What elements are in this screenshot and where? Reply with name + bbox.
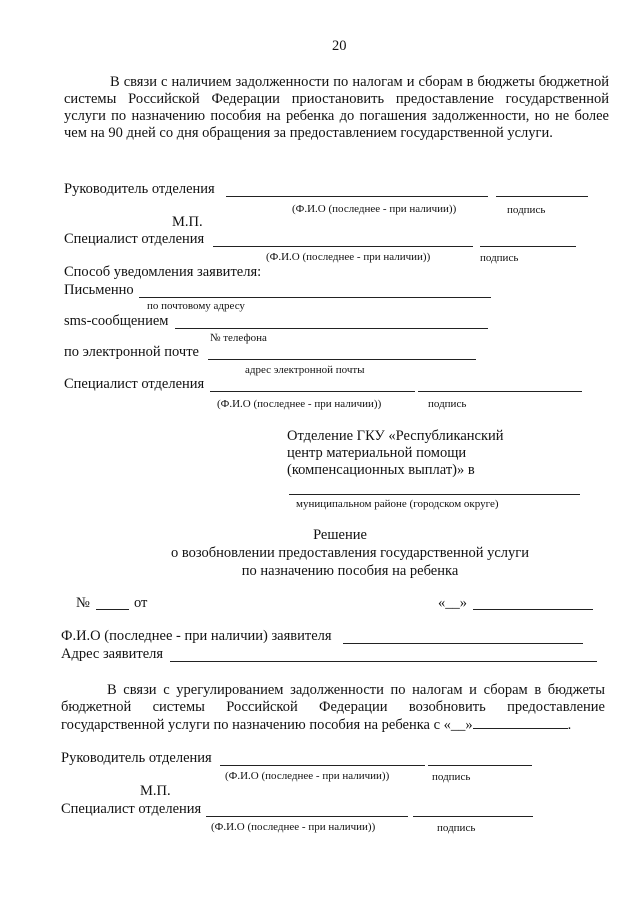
specialist-sign-line[interactable] <box>480 246 576 247</box>
recipient-line-3: (компенсационных выплат)» в <box>287 462 475 478</box>
email-line[interactable] <box>208 359 476 360</box>
notify-label: Способ уведомления заявителя: <box>64 264 262 280</box>
applicant-address-label: Адрес заявителя <box>61 646 164 662</box>
head-fio-line[interactable] <box>226 196 488 197</box>
applicant-address-line[interactable] <box>170 661 597 662</box>
specialist-label-3: Специалист отделения <box>61 801 202 817</box>
recipient-line-1: Отделение ГКУ «Республиканский <box>287 428 504 444</box>
number-label: № <box>76 595 90 611</box>
specialist-fio-line[interactable] <box>213 246 473 247</box>
specialist-fio-caption: (Ф.И.О (последнее - при наличии)) <box>266 251 431 263</box>
head-fio-caption: (Ф.И.О (последнее - при наличии)) <box>292 203 457 215</box>
resumption-paragraph: В связи с урегулированием задолженности по налогам и сборам в бюджеты бюджетной системы Российской Федерации возобновить предоставление государственной услуги по назначению пособия на ребенка с «__» . <box>61 682 605 733</box>
specialist-2-fio-caption: (Ф.И.О (последнее - при наличии)) <box>217 398 382 410</box>
recipient-line-2: центр материальной помощи <box>287 445 467 461</box>
written-label: Письменно <box>64 282 134 298</box>
email-label: по электронной почте <box>64 344 199 360</box>
head-label: Руководитель отделения <box>64 181 215 197</box>
number-line[interactable] <box>96 609 129 610</box>
head-2-sign-caption: подпись <box>432 771 471 783</box>
specialist-3-sign-caption: подпись <box>437 822 476 834</box>
applicant-fio-label: Ф.И.О (последнее - при наличии) заявителя <box>61 628 332 644</box>
specialist-3-fio-line[interactable] <box>206 816 408 817</box>
specialist-3-sign-line[interactable] <box>413 816 533 817</box>
municipality-caption: муниципальном районе (городском округе) <box>296 498 499 510</box>
resumption-date-line[interactable] <box>473 716 568 729</box>
head-label-2: Руководитель отделения <box>61 750 212 766</box>
decision-title: Решение <box>313 527 367 543</box>
phone-caption: № телефона <box>210 332 267 344</box>
decision-subtitle-2: по назначению пособия на ребенка <box>241 563 459 579</box>
head-2-sign-line[interactable] <box>428 765 532 766</box>
sms-label: sms-сообщением <box>64 313 169 329</box>
head-2-fio-caption: (Ф.И.О (последнее - при наличии)) <box>225 770 390 782</box>
specialist-3-fio-caption: (Ф.И.О (последнее - при наличии)) <box>211 821 376 833</box>
date-day[interactable]: «__» <box>438 595 467 611</box>
from-label: от <box>134 595 148 611</box>
head-sign-line[interactable] <box>496 196 588 197</box>
postal-caption: по почтовому адресу <box>147 300 245 312</box>
specialist-2-sign-line[interactable] <box>418 391 582 392</box>
specialist-2-sign-caption: подпись <box>428 398 467 410</box>
municipality-line[interactable] <box>289 494 580 495</box>
head-2-fio-line[interactable] <box>220 765 425 766</box>
stamp-label-2: М.П. <box>140 783 171 799</box>
email-caption: адрес электронной почты <box>245 364 365 376</box>
postal-address-line[interactable] <box>139 297 491 298</box>
stamp-label: М.П. <box>172 214 203 230</box>
phone-line[interactable] <box>175 328 488 329</box>
specialist-sign-caption: подпись <box>480 252 519 264</box>
specialist-2-fio-line[interactable] <box>210 391 415 392</box>
date-month-line[interactable] <box>473 609 593 610</box>
applicant-fio-line[interactable] <box>343 643 583 644</box>
specialist-label-2: Специалист отделения <box>64 376 205 392</box>
specialist-label: Специалист отделения <box>64 231 205 247</box>
suspension-paragraph: В связи с наличием задолженности по налогам и сборам в бюджеты бюджетной системы Российской Федерации приостановить предоставление государственной услуги по назначению пособия на ребенка до погашения задолженности, но не более чем на 90 дней со дня обращения за предоставлением государственной услуги. <box>64 74 609 141</box>
decision-subtitle-1: о возобновлении предоставления государственной услуги <box>171 545 529 561</box>
head-sign-caption: подпись <box>507 204 546 216</box>
page-number: 20 <box>332 38 347 54</box>
